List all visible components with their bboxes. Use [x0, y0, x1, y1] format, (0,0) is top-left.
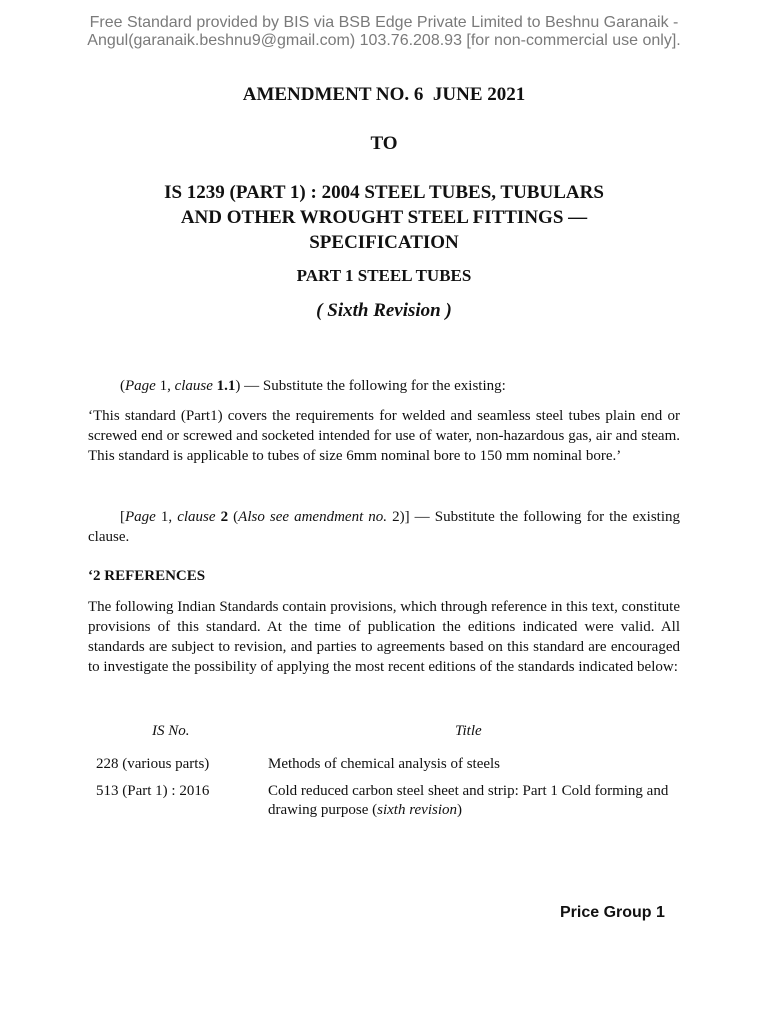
references-text: The following Indian Standards contain provisions, which through reference in this text, constitute provisions of this standard. At the time of publication the editions indicated were valid. All standards are subject to revision, and parties to agreements based on this standard are encouraged to investigate the possibility of applying the most recent editions of the standards indicated below:	[88, 599, 680, 675]
table-header-is-no: IS No.	[152, 723, 190, 739]
references-heading: ‘2 REFERENCES	[88, 568, 206, 584]
ref-clause-number: 2	[215, 509, 229, 525]
revision-heading: ( Sixth Revision )	[316, 300, 452, 321]
standard-title-line-3: SPECIFICATION	[309, 232, 459, 253]
table-cell-title	[268, 782, 680, 820]
ref-page-label: Page	[125, 509, 156, 525]
ref-amendment-label: Also see amendment no.	[238, 509, 388, 525]
ref-separator: ,	[168, 509, 178, 525]
table-cell-is-no: 513 (Part 1) : 2016	[96, 783, 210, 799]
ref-bracket: [	[120, 509, 125, 525]
ref-paren: (	[228, 509, 239, 525]
ref-bracket: (	[120, 378, 125, 394]
price-group: Price Group 1	[560, 904, 665, 921]
instruction-text: — Substitute the following for the existing clause.	[88, 509, 681, 545]
title-text: Cold reduced carbon steel sheet and strip: Part 1 Cold forming and drawing purpose (	[268, 783, 669, 818]
standard-title-line-1: IS 1239 (PART 1) : 2004 STEEL TUBES, TUBULARS	[164, 182, 604, 203]
clause-1-substitute-text: ‘This standard (Part1) covers the requirements for welded and seamless steel tubes plain end or screwed end or screwed and socketed intended for use of water, non-hazardous gas, air and steam. This standard is applicable to tubes of size 6mm nominal bore to 150 mm nominal bore.’	[88, 408, 680, 464]
ref-page-label: Page	[125, 378, 156, 394]
ref-separator: ,	[167, 378, 175, 394]
table-header-title: Title	[455, 723, 482, 739]
ref-clause-label: clause	[177, 509, 216, 525]
table-cell-is-no: 228 (various parts)	[96, 756, 210, 772]
clause-1-instruction	[88, 376, 680, 396]
ref-clause-number: 1.1	[212, 378, 236, 394]
revision-note: sixth revision	[377, 802, 457, 818]
part-heading: PART 1 STEEL TUBES	[296, 266, 472, 285]
ref-bracket-close: )	[235, 378, 241, 394]
ref-clause-label: clause	[174, 378, 213, 394]
banner-line-2: Angul(garanaik.beshnu9@gmail.com) 103.76.208.93 [for non-commercial use only].	[87, 32, 681, 49]
amendment-heading: AMENDMENT NO. 6 JUNE 2021	[242, 84, 526, 105]
ref-page-number: 1	[155, 378, 168, 394]
table-cell-title: Methods of chemical analysis of steels	[268, 756, 501, 772]
standard-title	[0, 180, 768, 255]
ref-page-number: 1	[155, 509, 169, 525]
download-watermark-banner	[0, 14, 768, 50]
ref-amendment-number: 2	[387, 509, 400, 525]
to-heading: TO	[370, 133, 398, 154]
banner-line-1: Free Standard provided by BIS via BSB Edge Private Limited to Beshnu Garanaik -	[89, 14, 679, 31]
instruction-text: — Substitute the following for the existing:	[240, 378, 506, 394]
ref-bracket-close: )]	[399, 509, 410, 525]
standard-title-line-2: AND OTHER WROUGHT STEEL FITTINGS —	[180, 207, 588, 228]
title-close: )	[457, 802, 462, 818]
clause-2-instruction	[88, 507, 680, 547]
